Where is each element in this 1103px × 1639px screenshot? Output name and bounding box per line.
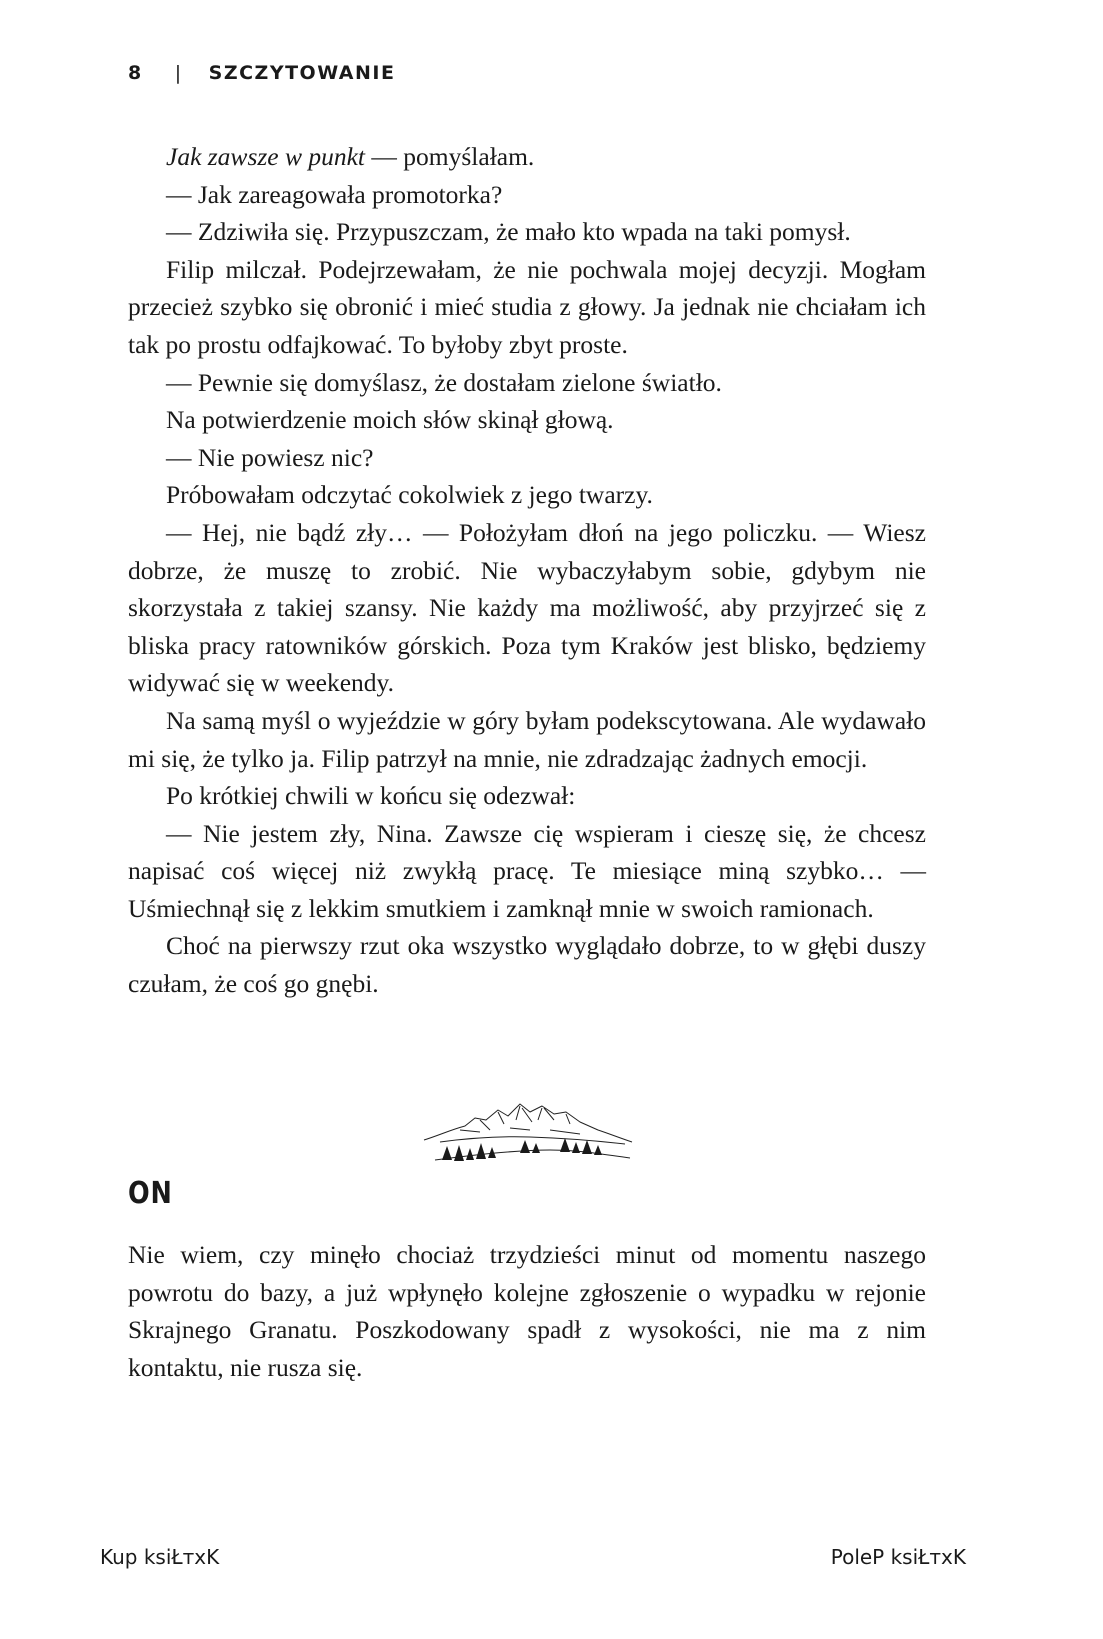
paragraph: Na potwierdzenie moich słów skinął głową.	[166, 405, 614, 435]
running-header	[128, 62, 395, 84]
mountain-icon	[420, 1090, 640, 1170]
paragraph: — Hej, nie bądź zły… — Położyłam dłoń na jego policzku. — Wiesz dobrze, że muszę to zrobić. Nie wybaczyłabym sobie, gdybym nie skorzystała z takiej szansy. Nie każdy ma możliwość, aby przyjrzeć się z bliska pracy ratowników górskich. Poza tym Kraków jest blisko, będziemy widywać się w weekendy.	[128, 517, 926, 698]
section-heading: ON	[128, 1176, 173, 1211]
text-block-1	[128, 138, 926, 1003]
paragraph: — Zdziwiła się. Przypuszczam, że mało kto wpada na taki pomysł.	[166, 217, 851, 247]
paragraph: — Nie powiesz nic?	[166, 442, 374, 472]
header-separator: |	[174, 62, 183, 84]
buy-book-link[interactable]: Kup ksiŁтхK	[100, 1545, 220, 1569]
paragraph: — Pewnie się domyślasz, że dostałam zielone światło.	[166, 367, 722, 397]
paragraph: — Jak zareagowała promotorka?	[166, 179, 503, 209]
recommend-book-link[interactable]: PoleP ksiŁтхK	[830, 1545, 966, 1569]
paragraph: Na samą myśl o wyjeździe w góry byłam podekscytowana. Ale wydawało mi się, że tylko ja. Filip patrzył na mnie, nie zdradzając żadnych emocji.	[128, 705, 926, 773]
text-block-2	[128, 1236, 926, 1386]
paragraph: Próbowałam odczytać cokolwiek z jego twarzy.	[166, 480, 653, 510]
paragraph: Nie wiem, czy minęło chociaż trzydzieści minut od momentu naszego powrotu do bazy, a już wpłynęło kolejne zgłoszenie o wypadku w rejonie Skrajnego Granatu. Poszkodowany spadł z wysokości, nie ma z nim kontaktu, nie rusza się.	[128, 1240, 926, 1382]
paragraph: Choć na pierwszy rzut oka wszystko wyglądało dobrze, to w głębi duszy czułam, że coś go gnębi.	[128, 931, 926, 999]
paragraph: Po krótkiej chwili w końcu się odezwał:	[166, 781, 576, 811]
paragraph-text: — pomyślałam.	[365, 142, 535, 171]
page-number: 8	[128, 62, 143, 84]
paragraph: Filip milczał. Podejrzewałam, że nie pochwala mojej decyzji. Mogłam przecież szybko się obronić i mieć studia z głowy. Ja jednak nie chciałam ich tak po prostu odfajkować. To byłoby zbyt proste.	[128, 254, 926, 359]
book-title: SZCZYTOWANIE	[208, 62, 396, 84]
paragraph: — Nie jestem zły, Nina. Zawsze cię wspieram i cieszę się, że chcesz napisać coś więcej niż zwykłą pracę. Te miesiące miną szybko… — Uśmiechnął się z lekkim smutkiem i zamknął mnie w swoich ramionach.	[128, 818, 926, 923]
italic-thought: Jak zawsze w punkt	[166, 142, 366, 171]
paragraph	[128, 138, 926, 176]
